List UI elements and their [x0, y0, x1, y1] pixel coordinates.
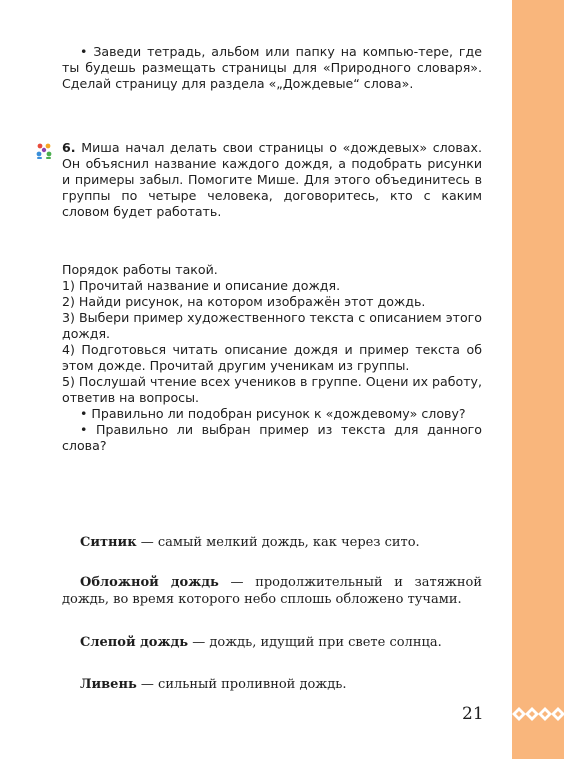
- step-item: 3) Выбери пример художественного текста с описанием этого дождя.: [62, 310, 482, 341]
- definition-обложной: [62, 574, 482, 608]
- task-text: Миша начал делать свои страницы о «дождевых» словах. Он объяснил название каждого дождя, а подобрать рисунки и примеры забыл. Помогите Мише. Для этого объединитесь в группы по четыре человека, договоритесь, кто с каким словом будет работать.: [62, 140, 482, 219]
- diamond-ornament-icon: [512, 702, 564, 726]
- definition-ливень: [62, 676, 482, 693]
- intro-rest: тере, где ты будешь размещать страницы для «Природного словаря». Сделай страницу для раздела «„Дождевые“ слова».: [62, 44, 482, 91]
- task-number: 6.: [62, 140, 76, 155]
- side-color-band: [512, 0, 564, 759]
- definition-term: Ливень: [80, 677, 137, 692]
- question-item: • Правильно ли подобран рисунок к «дождевому» слову?: [80, 406, 466, 421]
- work-order: [62, 262, 482, 454]
- intro-paragraph: [62, 44, 482, 92]
- intro-line1: • Заведи тетрадь, альбом или папку на компью-: [80, 44, 419, 59]
- definition-term: Обложной дождь: [80, 575, 219, 590]
- definition-text: — дождь, идущий при свете солнца.: [188, 635, 442, 650]
- task-6-paragraph: [62, 140, 482, 220]
- step-item: 1) Прочитай название и описание дождя.: [62, 278, 341, 293]
- step-item: 2) Найди рисунок, на котором изображён этот дождь.: [62, 294, 426, 309]
- group-work-icon: [35, 142, 53, 160]
- page-number: 21: [462, 704, 484, 724]
- work-order-heading: Порядок работы такой.: [62, 262, 218, 277]
- definition-term: Слепой дождь: [80, 635, 189, 650]
- definition-text: — самый мелкий дождь, как через сито.: [136, 535, 420, 550]
- definition-text: — сильный проливной дождь.: [136, 677, 347, 692]
- question-item: • Правильно ли выбран пример из текста для данного слова?: [62, 422, 482, 453]
- step-item: 4) Подготовься читать описание дождя и пример текста об этом дожде. Прочитай другим ученикам из группы.: [62, 342, 482, 373]
- definition-слепой: [62, 634, 482, 651]
- definition-text: — продолжительный и затяжной дождь, во время которого небо сплошь обложено тучами.: [62, 575, 483, 607]
- definition-ситник: [62, 534, 482, 551]
- definition-term: Ситник: [80, 535, 137, 550]
- step-item: 5) Послушай чтение всех учеников в группе. Оцени их работу, ответив на вопросы.: [62, 374, 482, 405]
